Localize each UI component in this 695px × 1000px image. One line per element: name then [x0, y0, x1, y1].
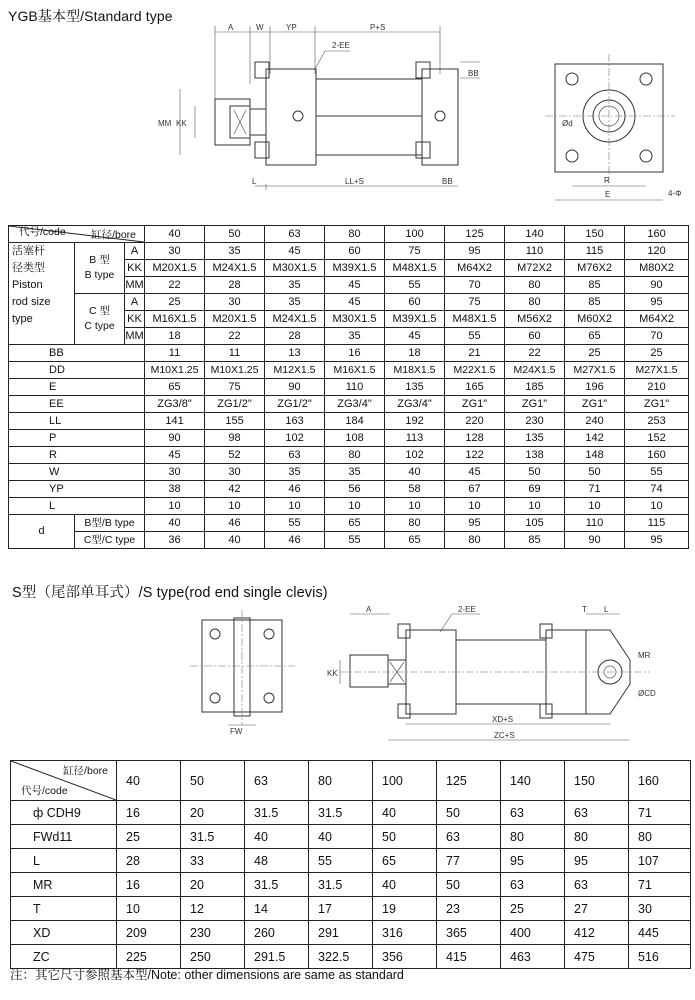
dim-label-a: A — [228, 23, 234, 32]
bore-header: 125 — [445, 226, 505, 243]
table-row: d B型/B type 40 46 55 65 80 95 105 110 115 — [9, 515, 689, 532]
piston-rod-type-label: 活塞杆 径类型 Piston rod size type — [9, 243, 75, 345]
dim-label-s-zc: ZC+S — [494, 731, 515, 740]
dim-label-l: L — [252, 177, 257, 186]
bore-header: 40 — [117, 761, 181, 801]
table-row: KK M20X1.5 M24X1.5 M30X1.5 M39X1.5 M48X1.5 M64X2 M72X2 M76X2 M80X2 — [9, 260, 689, 277]
table-row: MR 16 20 31.5 31.5 40 50 63 63 71 — [11, 873, 691, 897]
dim-label-ll-s: LL+S — [345, 177, 364, 186]
table-row: KK M16X1.5 M20X1.5 M24X1.5 M30X1.5 M39X1.5 M48X1.5 M56X2 M60X2 M64X2 — [9, 311, 689, 328]
bore-header: 80 — [325, 226, 385, 243]
bore-label: 缸径/bore — [63, 765, 108, 777]
table-row: YP 38 42 46 56 58 67 69 71 74 — [9, 481, 689, 498]
table-row: L 28 33 48 55 65 77 95 95 107 — [11, 849, 691, 873]
table-row: C 型 C type A 25 30 35 45 60 75 80 85 95 — [9, 294, 689, 311]
standard-dimensions-table — [8, 225, 689, 549]
dim-label-bb-bottom: BB — [442, 177, 453, 186]
code-label: 代号/code — [21, 785, 68, 797]
table-row: ф CDH9 16 20 31.5 31.5 40 50 63 63 71 — [11, 801, 691, 825]
bore-header: 100 — [373, 761, 437, 801]
table1-corner-header — [9, 226, 145, 243]
dim-label-s-2-ee: 2-EE — [458, 605, 476, 614]
bore-header: 80 — [309, 761, 373, 801]
dim-label-r: R — [604, 176, 610, 185]
code-label: 代号/code — [19, 226, 66, 238]
dim-label-s-kk: KK — [327, 669, 338, 678]
s-type-dimensions-table — [10, 760, 691, 969]
bore-header: 63 — [265, 226, 325, 243]
table-row: 活塞杆 径类型 Piston rod size type B 型 B type A 30 35 45 60 75 95 110 115 120 — [9, 243, 689, 260]
table-row: W 30 30 35 35 40 45 50 50 55 — [9, 464, 689, 481]
dim-label-e: E — [605, 190, 611, 199]
dim-label-d: Ød — [562, 119, 573, 128]
bore-header: 160 — [629, 761, 691, 801]
table-row: LL 141 155 163 184 192 220 230 240 253 — [9, 413, 689, 430]
bore-header: 140 — [505, 226, 565, 243]
table-row: T 10 12 14 17 19 23 25 27 30 — [11, 897, 691, 921]
dim-label-s-a: A — [366, 605, 372, 614]
footnote: 注：其它尺寸参照基本型/Note: other dimensions are same as standard — [10, 968, 404, 982]
table2-corner-header — [11, 761, 117, 801]
dim-label-s-l: L — [604, 605, 609, 614]
bore-header: 50 — [205, 226, 265, 243]
bore-header: 100 — [385, 226, 445, 243]
bore-header: 140 — [501, 761, 565, 801]
dim-label-s-xd: XD+S — [492, 715, 514, 724]
bore-header: 40 — [145, 226, 205, 243]
table-row: ZC 225 250 291.5 322.5 356 415 463 475 516 — [11, 945, 691, 969]
table-row: EE ZG3/8" ZG1/2" ZG1/2" ZG3/4" ZG3/4" ZG1" ZG1" ZG1" ZG1" — [9, 396, 689, 413]
section-title-s-type: S型（尾部单耳式）/S type(rod end single clevis) — [12, 585, 328, 601]
bore-header: 160 — [625, 226, 689, 243]
dim-label-4-holes: 4-Φ — [668, 189, 682, 198]
table-row: BB 11 11 13 16 18 21 22 25 25 — [9, 345, 689, 362]
dim-label-2-ee: 2-EE — [332, 41, 350, 50]
dim-label-fw: FW — [230, 727, 243, 736]
bore-header: 150 — [565, 226, 625, 243]
dim-label-kk: KK — [176, 119, 187, 128]
table-row: MM 18 22 28 35 45 55 60 65 70 — [9, 328, 689, 345]
table-row: FWd11 25 31.5 40 40 50 63 80 80 80 — [11, 825, 691, 849]
b-type-label: B 型 B type — [75, 243, 125, 294]
dim-label-bb-top: BB — [468, 69, 479, 78]
table-row: E 65 75 90 110 135 165 185 196 210 — [9, 379, 689, 396]
dim-label-s-mr: MR — [638, 651, 651, 660]
table-row: XD 209 230 260 291 316 365 400 412 445 — [11, 921, 691, 945]
standard-type-drawing — [150, 24, 690, 220]
bore-header: 63 — [245, 761, 309, 801]
dim-label-mm: MM — [158, 119, 172, 128]
table-row: P 90 98 102 108 113 128 135 142 152 — [9, 430, 689, 447]
bore-label: 缸径/bore — [91, 229, 137, 241]
bore-header: 150 — [565, 761, 629, 801]
dim-label-w: W — [256, 23, 264, 32]
dim-label-p-s: P+S — [370, 23, 386, 32]
table-row: C型/C type 36 40 46 55 65 80 85 90 95 — [9, 532, 689, 549]
table-row: MM 22 28 35 45 55 70 80 85 90 — [9, 277, 689, 294]
dim-label-yp: YP — [286, 23, 297, 32]
bore-header: 125 — [437, 761, 501, 801]
d-label: d — [9, 515, 75, 549]
dim-label-s-cd: ØCD — [638, 689, 656, 698]
table-row: DD M10X1.25 M10X1.25 M12X1.5 M16X1.5 M18X1.5 M22X1.5 M24X1.5 M27X1.5 M27X1.5 — [9, 362, 689, 379]
c-type-label: C 型 C type — [75, 294, 125, 345]
bore-header: 50 — [181, 761, 245, 801]
table-row: R 45 52 63 80 102 122 138 148 160 — [9, 447, 689, 464]
section-title-standard: YGB基本型/Standard type — [8, 8, 173, 24]
dim-label-s-t: T — [582, 605, 587, 614]
s-type-drawing — [190, 600, 670, 750]
table-row: L 10 10 10 10 10 10 10 10 10 — [9, 498, 689, 515]
